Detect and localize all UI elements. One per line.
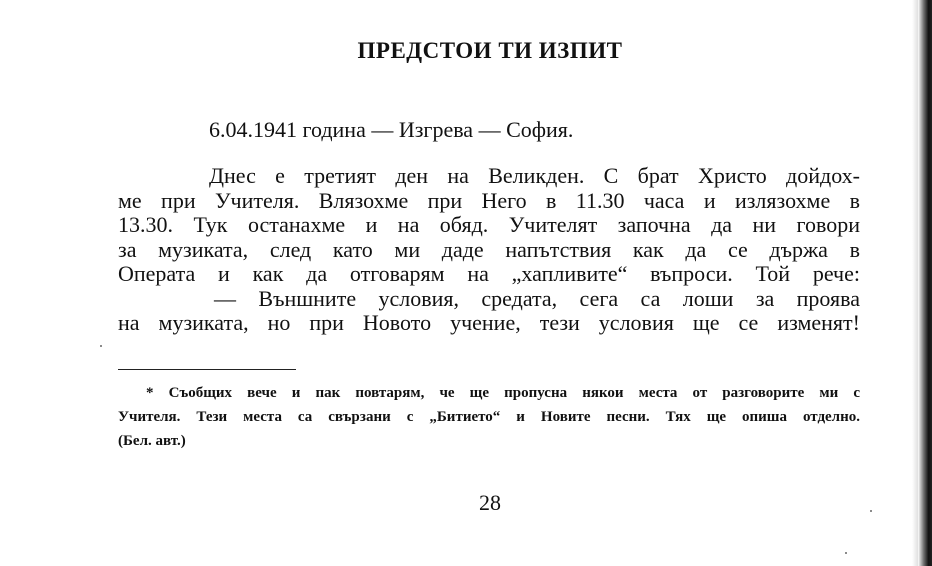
footnote xyxy=(118,381,860,453)
body-line: Операта и как да отговарям на „хапливите“ въпроси. Той рече: xyxy=(118,261,860,286)
footnote-line: (Бел. авт.) xyxy=(118,433,186,449)
dateline: 6.04.1941 година — Изгрева — София. xyxy=(209,117,574,142)
footnote-line: Учителя. Тези места са свързани с „Битието“ и Новите песни. Тях ще опиша отделно. xyxy=(118,409,860,425)
body-paragraph xyxy=(118,164,860,336)
book-binding-shadow xyxy=(918,0,932,566)
scan-speck xyxy=(870,510,872,512)
body-line: — Външните условия, средата, сега са лоши за проява xyxy=(214,285,860,311)
body-line: 13.30. Тук останахме и на обяд. Учителят започна да ни говори xyxy=(118,212,860,237)
page-title: ПРЕДСТОИ ТИ ИЗПИТ xyxy=(357,38,623,63)
body-line: за музиката, след като ми даде напътствия как да се държа в xyxy=(118,236,860,262)
page-number: 28 xyxy=(479,490,501,515)
footnote-line: * Съобщих вече и пак повтарям, че ще пропусна някои места от разговорите ми с xyxy=(146,385,860,401)
scan-speck xyxy=(845,552,847,554)
body-line: ме при Учителя. Влязохме при Него в 11.30 часа и излязохме в xyxy=(118,187,860,213)
body-line: на музиката, но при Новото учение, тези условия ще се изменят! xyxy=(118,310,860,335)
footnote-divider xyxy=(118,369,296,370)
scan-speck xyxy=(100,345,102,347)
body-line: Днес е третият ден на Великден. С брат Христо дойдох- xyxy=(209,163,860,188)
